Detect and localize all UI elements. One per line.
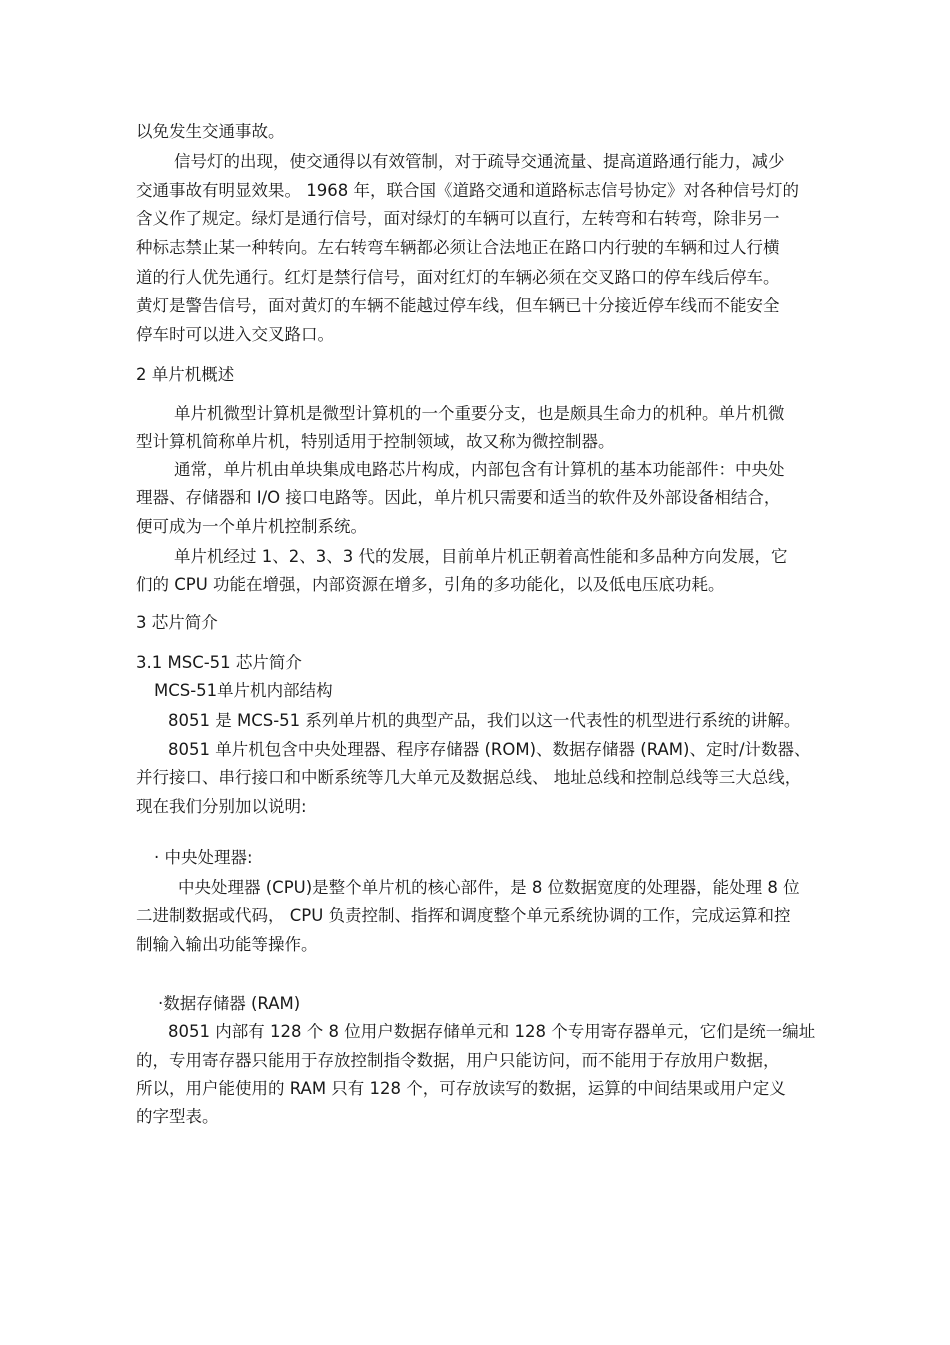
text-line: 的字型表。 [136, 1107, 219, 1126]
subheading: MCS-51单片机内部结构 [154, 681, 333, 700]
text-line: 现在我们分别加以说明: [136, 797, 307, 816]
text-line: 含义作了规定。绿灯是通行信号，面对绿灯的车辆可以直行，左转弯和右转弯，除非另一 [136, 209, 780, 228]
text-line: 的，专用寄存器只能用于存放控制指令数据，用户只能访问，而不能用于存放用户数据， [136, 1051, 780, 1070]
section-heading: 2 单片机概述 [136, 365, 235, 384]
section-heading: 3 芯片简介 [136, 613, 218, 632]
text-line: 中央处理器 (CPU)是整个单片机的核心部件，是 8 位数据宽度的处理器，能处理 8 位 [178, 878, 800, 897]
bullet-heading: ·数据存储器 (RAM) [158, 994, 301, 1013]
text-line: 8051 是 MCS-51 系列单片机的典型产品，我们以这一代表性的机型进行系统的讲解。 [168, 711, 801, 730]
text-line: 制输入输出功能等操作。 [136, 935, 318, 954]
text-line: 们的 CPU 功能在增强，内部资源在增多，引角的多功能化，以及低电压底功耗。 [136, 575, 725, 594]
text-line: 通常，单片机由单块集成电路芯片构成，内部包含有计算机的基本功能部件：中央处 [174, 460, 785, 479]
text-line: 道的行人优先通行。红灯是禁行信号，面对红灯的车辆必须在交叉路口的停车线后停车。 [136, 268, 780, 287]
text-line: 二进制数据或代码， CPU 负责控制、指挥和调度整个单元系统协调的工作，完成运算和控 [136, 906, 791, 925]
text-line: 8051 单片机包含中央处理器、程序存储器 (ROM)、数据存储器 (RAM)、定时/计数器、 [168, 740, 811, 759]
text-line: 单片机经过 1、2、3、3 代的发展，目前单片机正朝着高性能和多品种方向发展，它 [174, 547, 788, 566]
text-line: 信号灯的出现，使交通得以有效管制，对于疏导交通流量、提高道路通行能力，减少 [174, 152, 785, 171]
text-line: 并行接口、串行接口和中断系统等几大单元及数据总线、 地址总线和控制总线等三大总线， [136, 768, 802, 787]
text-line: 所以，用户能使用的 RAM 只有 128 个，可存放读写的数据，运算的中间结果或用户定义 [136, 1079, 786, 1098]
text-line: 种标志禁止某一种转向。左右转弯车辆都必须让合法地正在路口内行驶的车辆和过人行横 [136, 238, 780, 257]
text-line: 单片机微型计算机是微型计算机的一个重要分支，也是颇具生命力的机种。单片机微 [174, 404, 785, 423]
text-line: 交通事故有明显效果。 1968 年，联合国《道路交通和道路标志信号协定》对各种信号灯的 [136, 181, 799, 200]
text-line: 便可成为一个单片机控制系统。 [136, 517, 367, 536]
text-line: 以免发生交通事故。 [136, 122, 285, 141]
text-line: 理器、存储器和 I/O 接口电路等。因此，单片机只需要和适当的软件及外部设备相结合， [136, 488, 781, 507]
subsection-heading: 3.1 MSC-51 芯片简介 [136, 653, 302, 672]
bullet-heading: · 中央处理器: [154, 848, 253, 867]
text-line: 黄灯是警告信号，面对黄灯的车辆不能越过停车线，但车辆已十分接近停车线而不能安全 [136, 296, 780, 315]
text-line: 8051 内部有 128 个 8 位用户数据存储单元和 128 个专用寄存器单元，它们是统一编址 [168, 1022, 816, 1041]
text-line: 型计算机简称单片机，特别适用于控制领域，故又称为微控制器。 [136, 432, 615, 451]
text-line: 停车时可以进入交叉路口。 [136, 325, 334, 344]
